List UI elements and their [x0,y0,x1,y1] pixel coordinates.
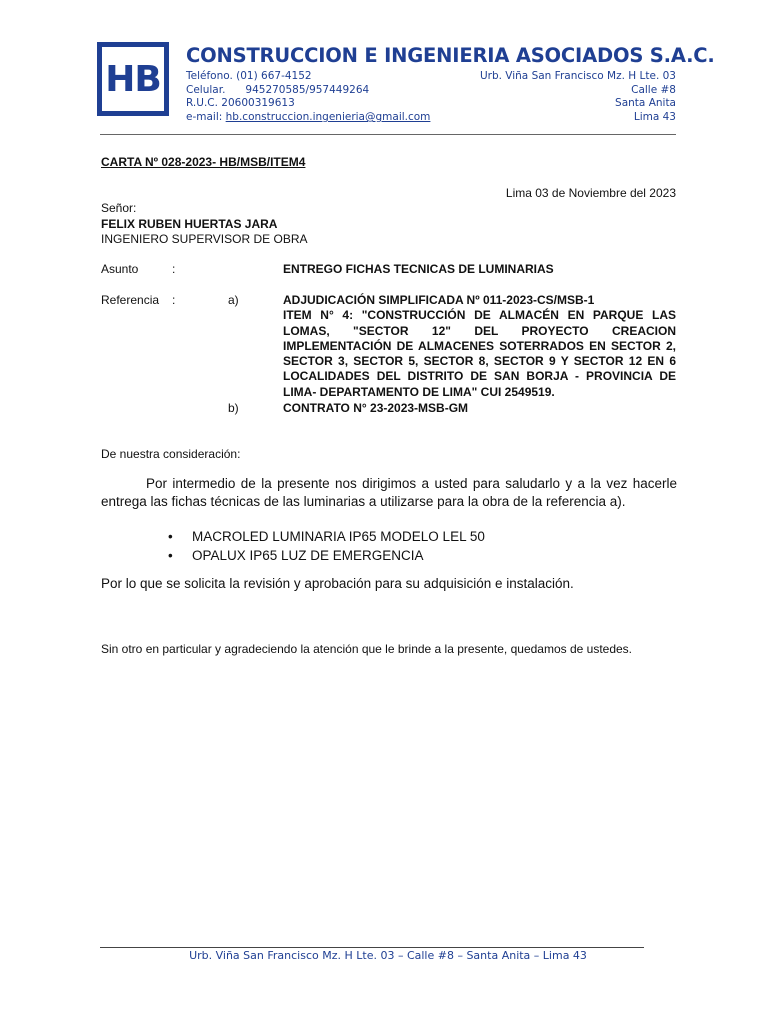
header-contact [186,70,430,125]
main-paragraph: Por intermedio de la presente nos dirigimos a usted para saludarlo y a la vez hacerle entrega las fichas técnicas de las luminarias a utilizarse para la obra de la referencia a). [101,476,677,509]
subject-colon: : [172,262,176,276]
list-item: • MACROLED LUMINARIA IP65 MODELO LEL 50 [168,529,485,544]
reference-b-marker: b) [228,401,239,415]
footer-divider [100,947,644,948]
bullet-icon: • [168,529,173,544]
company-logo [97,42,169,116]
cell-numbers: 945270585/957449264 [245,83,370,96]
cell-line [186,84,430,98]
request-text: Por lo que se solicita la revisión y aprobación para su adquisición e instalación. [101,576,574,591]
address-line-2: Calle #8 [631,83,676,96]
bullet-icon: • [168,548,173,563]
address-line-4: Lima 43 [633,111,676,124]
reference-b: CONTRATO N° 23-2023-MSB-GM [283,401,469,415]
reference-a [283,293,676,400]
reference-a-line1: ADJUDICACIÓN SIMPLIFICADA Nº 011-2023-CS/MSB-1 [283,293,595,307]
ruc: R.U.C. 20600319613 [186,97,295,110]
address-line-3: Santa Anita [615,97,676,110]
subject-label: Asunto [101,262,139,276]
reference-colon: : [172,293,176,307]
reference-a-marker: a) [228,293,239,307]
recipient-block [101,201,308,248]
reference-label: Referencia [101,293,160,307]
email-line [186,111,430,125]
phone: Teléfono. (01) 667-4152 [186,70,312,82]
letter-number: CARTA Nº 028-2023- HB/MSB/ITEM4 [101,155,306,169]
closing-text: Sin otro en particular y agradeciendo la atención que le brinde a la presente, quedamos de ustedes. [101,642,633,656]
logo-text: HB [105,58,161,100]
email-label: e-mail: [186,111,223,124]
reference-a-line2: ITEM N° 4: "CONSTRUCCIÓN DE ALMACÉN EN PARQUE LAS LOMAS, "SECTOR 12" DEL PROYECTO CREACION IMPLEMENTACIÓN DE ALMACENES SOTERRADOS EN SECTOR 2, SECTOR 3, SECTOR 5, SECTOR 8, SECTOR 9 Y SECTOR 12 EN 6 LOCALIDADES DEL DISTRITO DE SAN BORJA - PROVINCIA DE LIMA- DEPARTAMENTO DE LIMA" CUI 2549519. [283,308,676,399]
recipient-role: INGENIERO SUPERVISOR DE OBRA [101,232,308,246]
luminaire-list [168,527,485,565]
recipient-name: FELIX RUBEN HUERTAS JARA [101,216,278,231]
footer-address: Urb. Viña San Francisco Mz. H Lte. 03 – Calle #8 – Santa Anita – Lima 43 [189,949,587,962]
letter-date: Lima 03 de Noviembre del 2023 [505,186,676,200]
subject-text: ENTREGO FICHAS TECNICAS DE LUMINARIAS [283,262,554,276]
cell-label: Celular. [186,83,226,96]
header-divider [100,134,676,135]
address-line-1: Urb. Viña San Francisco Mz. H Lte. 03 [479,70,676,82]
email-link[interactable]: hb.construccion.ingenieria@gmail.com [225,111,431,124]
greeting: De nuestra consideración: [101,447,241,461]
header-address [480,70,676,125]
company-name: CONSTRUCCION E INGENIERIA ASOCIADOS S.A.C. [186,44,715,67]
list-item: • OPALUX IP65 LUZ DE EMERGENCIA [168,548,424,563]
salutation-title: Señor: [101,201,137,215]
